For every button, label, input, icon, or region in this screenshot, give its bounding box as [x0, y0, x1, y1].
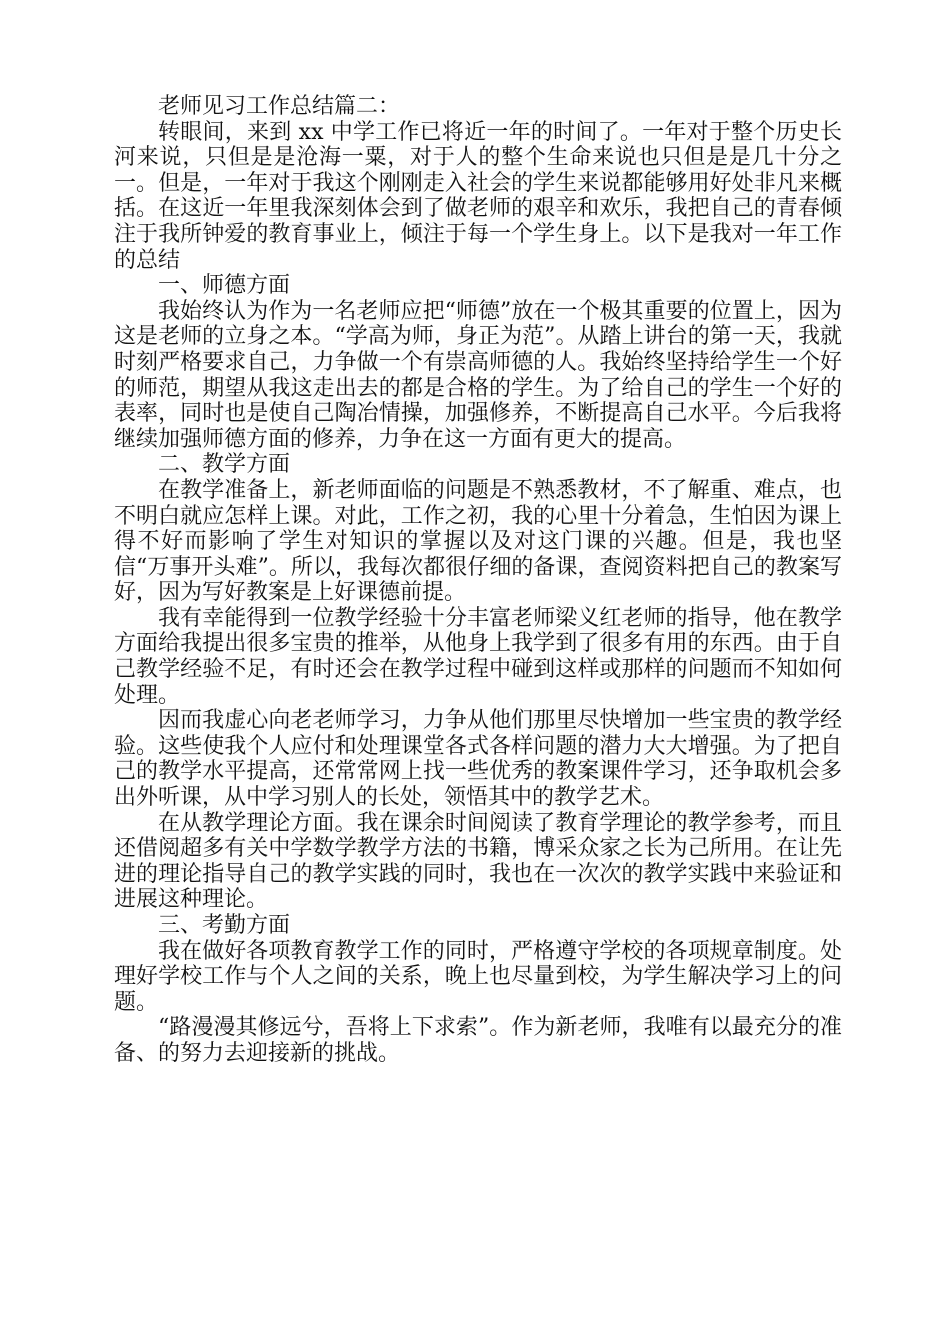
intro-paragraph: 转眼间，来到 xx 中学工作已将近一年的时间了。一年对于整个历史长河来说，只但是是沧海一粟，对于人的整个生命来说也只但是是几十分之一。但是，一年对于我这个刚刚走入社会的学生来说都能够用好处非凡来概括。在这近一年里我深刻体会到了做老师的艰辛和欢乐，我把自己的青春倾注于我所钟爱的教育事业上，倾注于每一个学生身上。以下是我对一年工作的总结 — [114, 119, 842, 273]
section-heading-ethics: 一、师德方面 — [158, 273, 291, 299]
ethics-paragraph: 我始终认为作为一名老师应把“师德”放在一个极其重要的位置上，因为这是老师的立身之本。“学高为师，身正为范”。从踏上讲台的第一天，我就时刻严格要求自己，力争做一个有崇高师德的人。我始终坚持给学生一个好的师范，期望从我这走出去的都是合格的学生。为了给自己的学生一个好的表率，同时也是使自己陶冶情操，加强修养，不断提高自己水平。今后我将继续加强师德方面的修养，力争在这一方面有更大的提高。 — [114, 298, 842, 452]
attendance-paragraph: 我在做好各项教育教学工作的同时，严格遵守学校的各项规章制度。处理好学校工作与个人之间的关系，晚上也尽量到校，为学生解决学习上的问题。 — [114, 938, 842, 1015]
document-title: 老师见习工作总结篇二： — [158, 94, 401, 119]
teaching-paragraph-learning: 因而我虚心向老老师学习，力争从他们那里尽快增加一些宝贵的教学经验。这些使我个人应付和处理课堂各式各样问题的潜力大大增强。为了把自己的教学水平提高，还常常网上找一些优秀的教案课件学习，还争取机会多出外听课，从中学习别人的长处，领悟其中的教学艺术。 — [114, 708, 842, 811]
section-heading-attendance: 三、考勤方面 — [158, 913, 291, 938]
closing-paragraph: “路漫漫其修远兮，吾将上下求索”。作为新老师，我唯有以最充分的准备、的努力去迎接新的挑战。 — [114, 1015, 842, 1066]
section-heading-teaching: 二、教学方面 — [158, 452, 291, 478]
teaching-paragraph-preparation: 在教学准备上，新老师面临的问题是不熟悉教材，不了解重、难点，也不明白就应怎样上课。对此，工作之初，我的心里十分着急，生怕因为课上得不好而影响了学生对知识的掌握以及对这门课的兴趣。但是，我也坚信“万事开头难”。所以，我每次都很仔细的备课，查阅资料把自己的教案写好，因为写好教案是上好课德前提。 — [114, 477, 842, 606]
document-page — [114, 94, 842, 1067]
teaching-paragraph-mentor: 我有幸能得到一位教学经验十分丰富老师梁义红老师的指导，他在教学方面给我提出很多宝贵的推举，从他身上我学到了很多有用的东西。由于自己教学经验不足，有时还会在教学过程中碰到这样或那样的问题而不知如何处理。 — [114, 605, 842, 708]
teaching-paragraph-theory: 在从教学理论方面。我在课余时间阅读了教育学理论的教学参考，而且还借阅超多有关中学数学教学方法的书籍，博采众家之长为己所用。在让先进的理论指导自己的教学实践的同时，我也在一次次的教学实践中来验证和进展这种理论。 — [114, 810, 842, 913]
